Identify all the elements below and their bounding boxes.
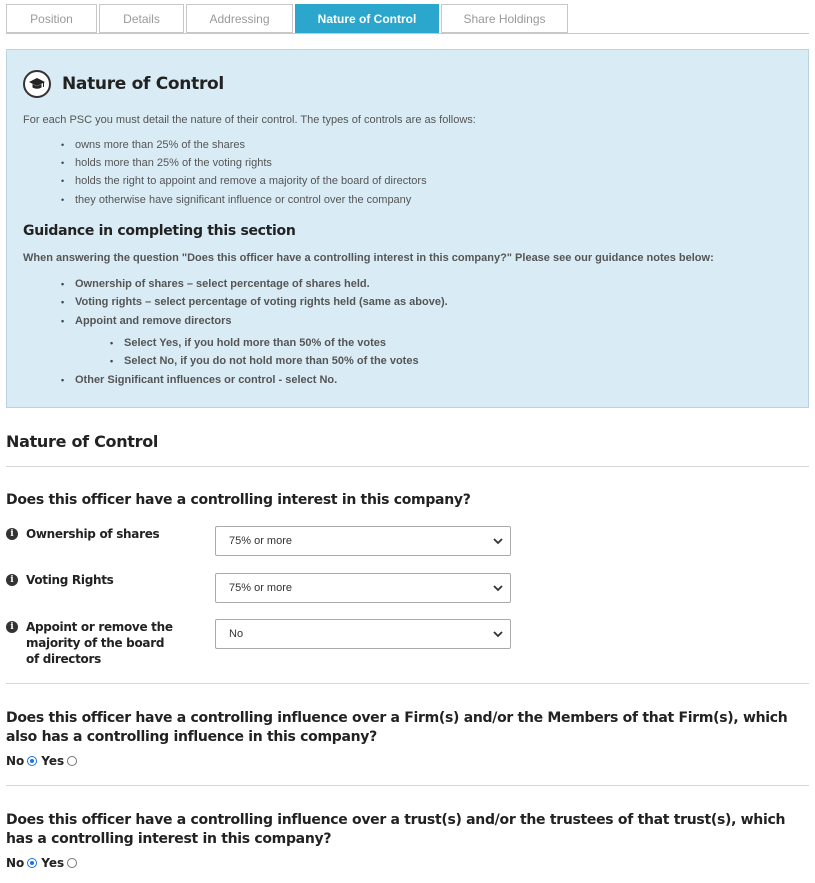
divider [6,466,809,467]
guidance-item: • Voting rights – select percentage of voting rights held (same as above). [75,296,448,308]
trust-influence-yes-radio[interactable] [67,858,77,868]
tab-bar [6,4,570,34]
tab-position[interactable]: Position [6,4,97,33]
tab-details[interactable]: Details [99,4,184,33]
question-firm-influence: Does this officer have a controlling influence over a Firm(s) and/or the Members of that Firm(s), which also has a controlling influence in this company? [6,710,788,745]
trust-influence-no-radio[interactable] [27,858,37,868]
row-label-text: Ownership of shares [26,527,160,541]
row-label-text: Voting Rights [26,573,114,587]
info-icon[interactable]: i [6,574,18,586]
control-type-item: • owns more than 25% of the shares [75,139,245,151]
tab-nature-of-control[interactable]: Nature of Control [295,4,439,33]
appoint-remove-directors-select[interactable] [215,619,511,649]
ownership-of-shares-label [6,526,176,542]
tab-addressing[interactable]: Addressing [186,4,293,33]
section-title: Nature of Control [6,432,159,451]
chevron-down-icon [492,629,504,639]
question-trust-influence: Does this officer have a controlling influence over a trust(s) and/or the trustees of that trust(s), which has a controlling interest in this company? [6,812,786,847]
selected-value: 75% or more [229,535,292,547]
trust-influence-radio-group [6,856,81,870]
guidance-title: Guidance in completing this section [23,223,296,239]
graduation-cap-icon [23,70,51,98]
panel-header [23,70,224,98]
row-label-text: Appoint or remove the majority of the board of directors [26,620,173,666]
info-icon[interactable]: i [6,621,18,633]
guidance-item: • Ownership of shares – select percentage of shares held. [75,278,370,290]
firm-influence-yes-radio[interactable] [67,756,77,766]
voting-rights-label [6,572,176,588]
appoint-remove-directors-label [6,619,176,667]
guidance-item: • Other Significant influences or control - select No. [75,374,337,386]
radio-no-label: No [6,754,25,768]
chevron-down-icon [492,583,504,593]
panel-title: Nature of Control [62,74,224,94]
guidance-intro: When answering the question "Does this officer have a controlling interest in this company?" Please see our guidance notes below: [23,252,714,264]
radio-yes-label: Yes [41,754,65,768]
tab-share-holdings[interactable]: Share Holdings [441,4,568,33]
tab-divider [6,33,809,34]
selected-value: 75% or more [229,582,292,594]
guidance-panel [6,49,809,408]
intro-text: For each PSC you must detail the nature of their control. The types of controls are as follows: [23,114,476,126]
guidance-subitem: • Select No, if you do not hold more than 50% of the votes [124,355,419,367]
divider [6,785,809,786]
firm-influence-no-radio[interactable] [27,756,37,766]
guidance-subitem: • Select Yes, if you hold more than 50% of the votes [124,337,386,349]
radio-yes-label: Yes [41,856,65,870]
divider [6,683,809,684]
radio-no-label: No [6,856,25,870]
control-type-item: • they otherwise have significant influence or control over the company [75,194,411,206]
selected-value: No [229,628,244,640]
control-type-item: • holds the right to appoint and remove a majority of the board of directors [75,175,427,187]
question-controlling-interest: Does this officer have a controlling interest in this company? [6,492,471,508]
info-icon[interactable]: i [6,528,18,540]
chevron-down-icon [492,536,504,546]
guidance-item: • Appoint and remove directors [75,315,231,327]
ownership-of-shares-select[interactable] [215,526,511,556]
firm-influence-radio-group [6,754,81,768]
voting-rights-select[interactable] [215,573,511,603]
control-type-item: • holds more than 25% of the voting rights [75,157,272,169]
